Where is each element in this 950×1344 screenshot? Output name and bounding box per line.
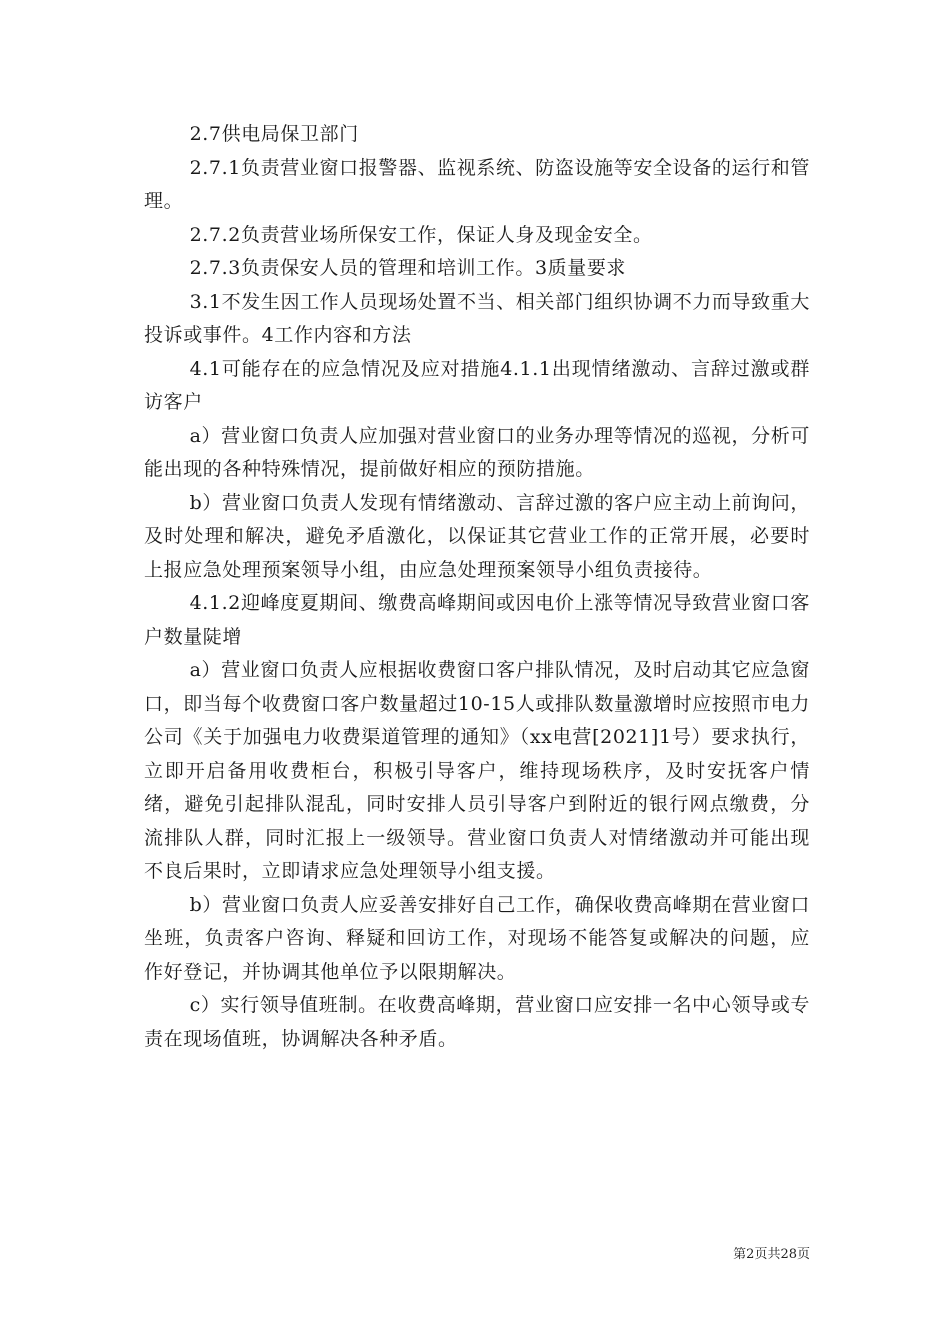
- document-body: [144, 118, 810, 1056]
- paragraph-4-1-2-a: a）营业窗口负责人应根据收费窗口客户排队情况，及时启动其它应急窗口，即当每个收费窗口客户数量超过10-15人或排队数量激增时应按照市电力公司《关于加强电力收费渠道管理的通知》（xx电营[2021]1号）要求执行，立即开启备用收费柜台，积极引导客户，维持现场秩序，及时安抚客户情绪，避免引起排队混乱，同时安排人员引导客户到附近的银行网点缴费，分流排队人群，同时汇报上一级领导。营业窗口负责人对情绪激动并可能出现不良后果时，立即请求应急处理领导小组支援。: [144, 659, 810, 882]
- paragraph-4-1-2: 4.1.2迎峰度夏期间、缴费高峰期间或因电价上涨等情况导致营业窗口客户数量陡增: [144, 592, 810, 648]
- page-number-footer: 第2页共28页: [733, 1247, 810, 1262]
- paragraph-2-7-1: 2.7.1负责营业窗口报警器、监视系统、防盗设施等安全设备的运行和管理。: [144, 156, 810, 212]
- paragraph-3-1: 3.1不发生因工作人员现场处置不当、相关部门组织协调不力而导致重大投诉或事件。4工作内容和方法: [144, 290, 810, 346]
- paragraph-2-7-3: 2.7.3负责保安人员的管理和培训工作。3质量要求: [189, 257, 627, 279]
- paragraph-4-1-2-b: b）营业窗口负责人应妥善安排好自己工作，确保收费高峰期在营业窗口坐班，负责客户咨询、释疑和回访工作，对现场不能答复或解决的问题，应作好登记，并协调其他单位予以限期解决。: [144, 893, 810, 983]
- paragraph-4-1: 4.1可能存在的应急情况及应对措施4.1.1出现情绪激动、言辞过激或群访客户: [144, 357, 810, 413]
- paragraph-2-7: 2.7供电局保卫部门: [189, 123, 359, 145]
- paragraph-4-1-1-a: a）营业窗口负责人应加强对营业窗口的业务办理等情况的巡视，分析可能出现的各种特殊情况，提前做好相应的预防措施。: [144, 424, 810, 480]
- paragraph-4-1-2-c: c）实行领导值班制。在收费高峰期，营业窗口应安排一名中心领导或专责在现场值班，协调解决各种矛盾。: [144, 994, 810, 1050]
- paragraph-4-1-1-b: b）营业窗口负责人发现有情绪激动、言辞过激的客户应主动上前询问，及时处理和解决，避免矛盾激化，以保证其它营业工作的正常开展，必要时上报应急处理预案领导小组，由应急处理预案领导小组负责接待。: [144, 491, 810, 581]
- paragraph-2-7-2: 2.7.2负责营业场所保安工作，保证人身及现金安全。: [189, 223, 653, 246]
